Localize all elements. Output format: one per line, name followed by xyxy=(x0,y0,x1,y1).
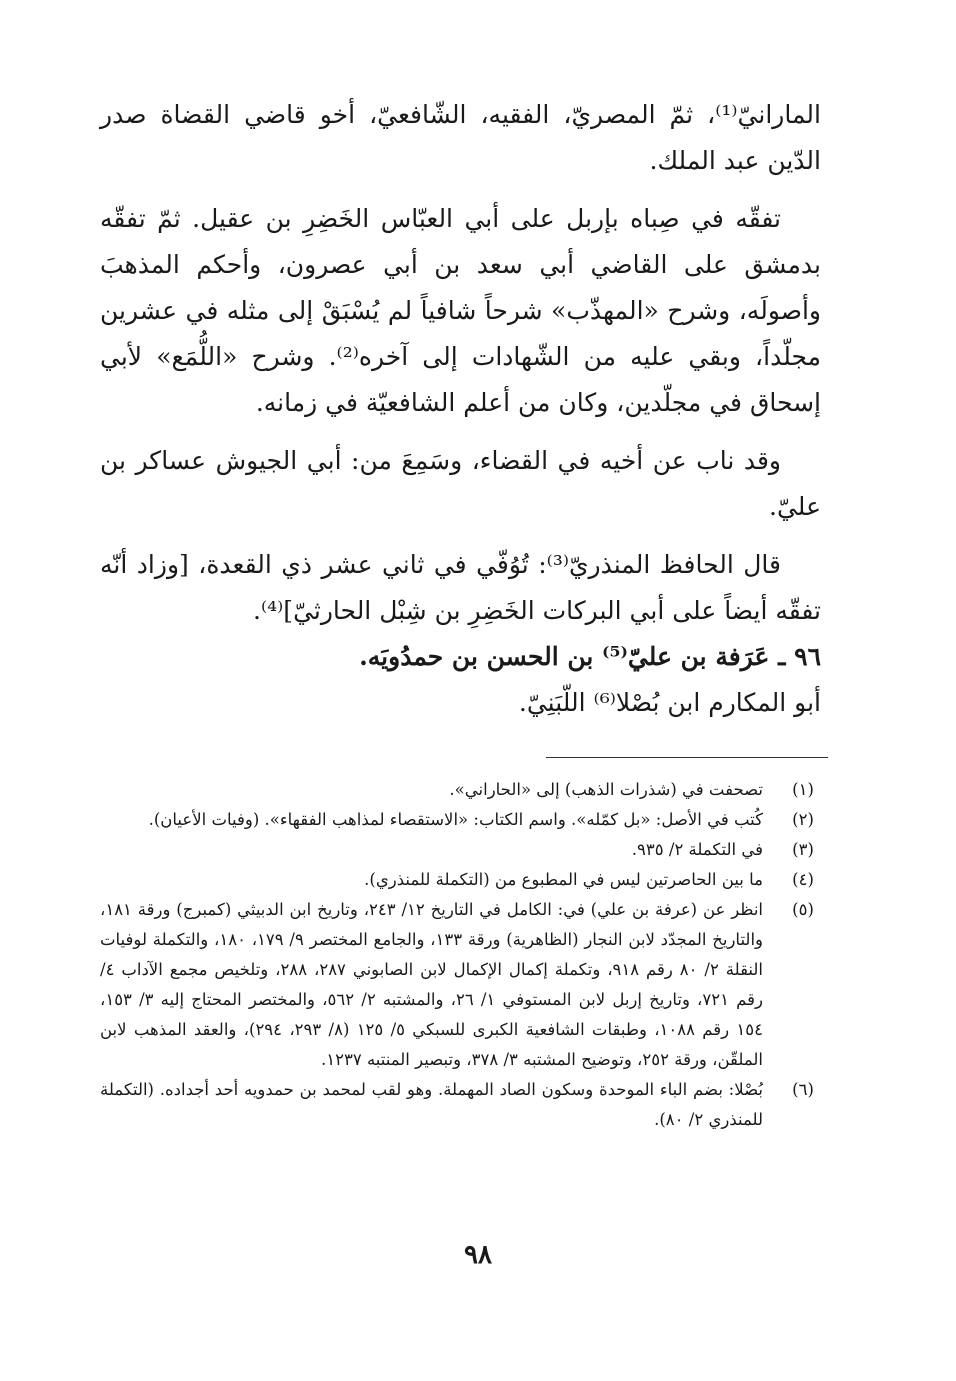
footnote-text: في التكملة ٢/ ٩٣٥. xyxy=(631,840,763,859)
footnote-text: بُصْلا: بضم الباء الموحدة وسكون الصاد المهملة. وهو لقب لمحمد بن حمدويه أحد أجداده. (التكملة للمنذري ٢/ ٨٠). xyxy=(100,1080,763,1129)
paragraph-2: تفقّه في صِباه بإربل على أبي العبّاس الخَضِرِ بن عقيل. ثمّ تفقّه بدمشق على القاضي أبي سعد بن أبي عصرون، وأحكم المذهبَ وأصولَه، وشرح «المهذّب» شرحاً شافياً لم يُسْبَقْ إلى مثله في عشرين مجلّداً، وبقي عليه من الشّهادات إلى آخره⁽²⁾. وشرح «اللُّمَع» لأبي إسحاق في مجلّدين، وكان من أعلم الشافعيّة في زمانه. xyxy=(100,204,821,417)
paragraph-3: وقد ناب عن أخيه في القضاء، وسَمِعَ من: أبي الجيوش عساكر بن عليّ. xyxy=(100,446,821,521)
footnotes xyxy=(100,775,823,1135)
entry-line: أبو المكارم ابن بُصْلا⁽⁶⁾ اللّبَنِيّ. xyxy=(518,688,821,717)
footnote-number: (١) xyxy=(792,780,814,799)
page-number: ٩٨ xyxy=(464,1240,492,1270)
footnote-number: (٦) xyxy=(792,1080,814,1099)
paragraph-4: قال الحافظ المنذريّ⁽³⁾: تُوُفّي في ثاني عشر ذي القعدة، [وزاد أنّه تفقّه أيضاً على أبي البركات الخَضِرِ بن شِبْل الحارثيّ]⁽⁴⁾. xyxy=(100,550,821,625)
footnote xyxy=(100,1075,823,1135)
footnote xyxy=(100,805,823,835)
footnote-text: انظر عن (عرفة بن علي) في: الكامل في التاريخ ١٢/ ٢٤٣، وتاريخ ابن الدبيثي (كمبرج) ورقة ١٨١، والتاريخ المجدّد لابن النجار (الظاهرية) ورقة ١٣٣، والجامع المختصر ٩/ ١٧٩، ١٨٠، والتكملة لوفيات النقلة ٢/ ٨٠ رقم ٩١٨، وتكملة إكمال الإكمال لابن الصابوني ٢٨٧، ٢٨٨، وتلخيص مجمع الآداب ٤/ رقم ٧٢١، وتاريخ إربل لابن المستوفي ١/ ٢٦، والمشتبه ٢/ ٥٦٢، والمختصر المحتاج إليه ٣/ ١٥٣، ١٥٤ رقم ١٠٨٨، وطبقات الشافعية الكبرى للسبكي ٥/ ١٢٥ (٨/ ٢٩٣، ٢٩٤)، والعقد المذهب لابن الملقّن، ورقة ٢٥٢، وتوضيح المشتبه ٣/ ٣٧٨، وتبصير المنتبه ١٢٣٧. xyxy=(100,900,764,1069)
main-text xyxy=(100,92,821,726)
footnote-number: (٣) xyxy=(792,840,814,859)
footnote-number: (٤) xyxy=(792,870,814,889)
footnote-number: (٥) xyxy=(792,900,814,919)
footnote-separator xyxy=(546,757,828,758)
footnote xyxy=(100,835,823,865)
entry-heading: ٩٦ ـ عَرَفة بن عليّ⁽⁵⁾ بن الحسن بن حمدُويَه. xyxy=(359,642,821,671)
footnote-text: كُتب في الأصل: «بل كمّله». واسم الكتاب: «الاستقصاء لمذاهب الفقهاء». (وفيات الأعيان). xyxy=(148,810,763,829)
footnote-text: تصحفت في (شذرات الذهب) إلى «الحاراني». xyxy=(449,780,763,799)
footnote-number: (٢) xyxy=(792,810,814,829)
paragraph-1: المارانيّ⁽¹⁾، ثمّ المصريّ، الفقيه، الشّافعيّ، أخو قاضي القضاة صدر الدّين عبد الملك. xyxy=(100,100,821,175)
footnote xyxy=(100,895,823,1075)
footnote xyxy=(100,775,823,805)
footnote-text: ما بين الحاصرتين ليس في المطبوع من (التكملة للمنذري). xyxy=(364,870,763,889)
footnote xyxy=(100,865,823,895)
